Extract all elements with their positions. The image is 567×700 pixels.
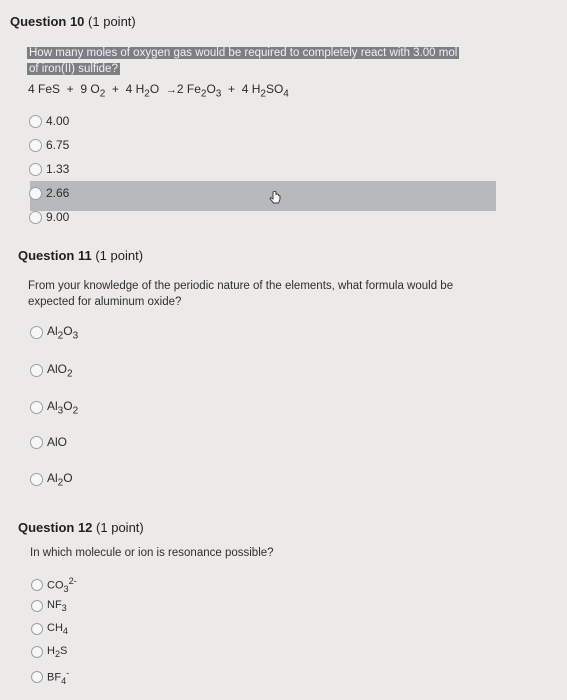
q10-option-3[interactable]: 1.33 <box>29 162 69 176</box>
radio-button-icon[interactable] <box>31 646 43 658</box>
radio-button-icon[interactable] <box>30 401 43 414</box>
radio-button-icon[interactable] <box>30 326 43 339</box>
radio-button-icon[interactable] <box>29 163 42 176</box>
radio-button-icon[interactable] <box>30 364 43 377</box>
radio-button-icon[interactable] <box>31 623 43 635</box>
q11-option-al3o2[interactable]: $Al_3O_2$ <box>30 399 78 416</box>
question-10-prompt <box>27 45 459 77</box>
radio-button-icon[interactable] <box>29 187 42 200</box>
radio-button-icon[interactable] <box>31 671 43 683</box>
q10-option-1[interactable]: 4.00 <box>29 114 69 128</box>
highlighted-prompt-line-1: How many moles of oxygen gas would be required to completely react with 3.00 mol <box>29 47 458 59</box>
hovered-option-row <box>30 181 496 211</box>
q11-option-alo[interactable]: AlO <box>30 435 67 449</box>
question-12-title: Question 12 (1 point) <box>18 520 144 535</box>
q11-option-alo2[interactable]: AlO$_2$ <box>30 362 73 379</box>
q11-option-al2o3[interactable]: $Al_2O_3$ <box>30 324 78 341</box>
radio-button-icon[interactable] <box>31 600 43 612</box>
q10-option-4[interactable]: 2.66 <box>29 186 69 200</box>
q10-option-2[interactable]: 6.75 <box>29 138 69 152</box>
radio-button-icon[interactable] <box>30 473 43 486</box>
radio-button-icon[interactable] <box>29 139 42 152</box>
question-12-prompt: In which molecule or ion is resonance possible? <box>30 547 274 559</box>
question-10-title: Question 10 (1 point) <box>10 14 136 29</box>
chemical-equation: 4 FeS + 9 $O_2 + 4$ $H_2O \to 2$ $Fe_2O_3 + 4$ $H_2SO_4$ <box>28 82 289 100</box>
hand-pointer-icon <box>268 191 282 207</box>
q12-option-nf3[interactable]: $NF_3$ <box>31 599 67 613</box>
question-11-title: Question 11 (1 point) <box>18 248 144 263</box>
radio-button-icon[interactable] <box>29 115 42 128</box>
q12-option-bf4[interactable]: $BF_4^-$ <box>31 668 69 686</box>
radio-button-icon[interactable] <box>29 211 42 224</box>
q12-option-h2s[interactable]: $H_2S$ <box>31 645 67 659</box>
radio-button-icon[interactable] <box>31 579 43 591</box>
highlighted-prompt-line-2: of iron(II) sulfide? <box>29 63 118 75</box>
q10-option-5[interactable]: 9.00 <box>29 210 69 224</box>
radio-button-icon[interactable] <box>30 436 43 449</box>
q11-option-al2o[interactable]: $Al_2O$ <box>30 471 73 488</box>
q12-option-co3[interactable]: $CO_3^{2-}$ <box>31 576 77 594</box>
question-11-prompt: From your knowledge of the periodic nature of the elements, what formula would be expected for aluminum oxide? <box>28 280 454 308</box>
q12-option-ch4[interactable]: $CH_4$ <box>31 622 68 636</box>
